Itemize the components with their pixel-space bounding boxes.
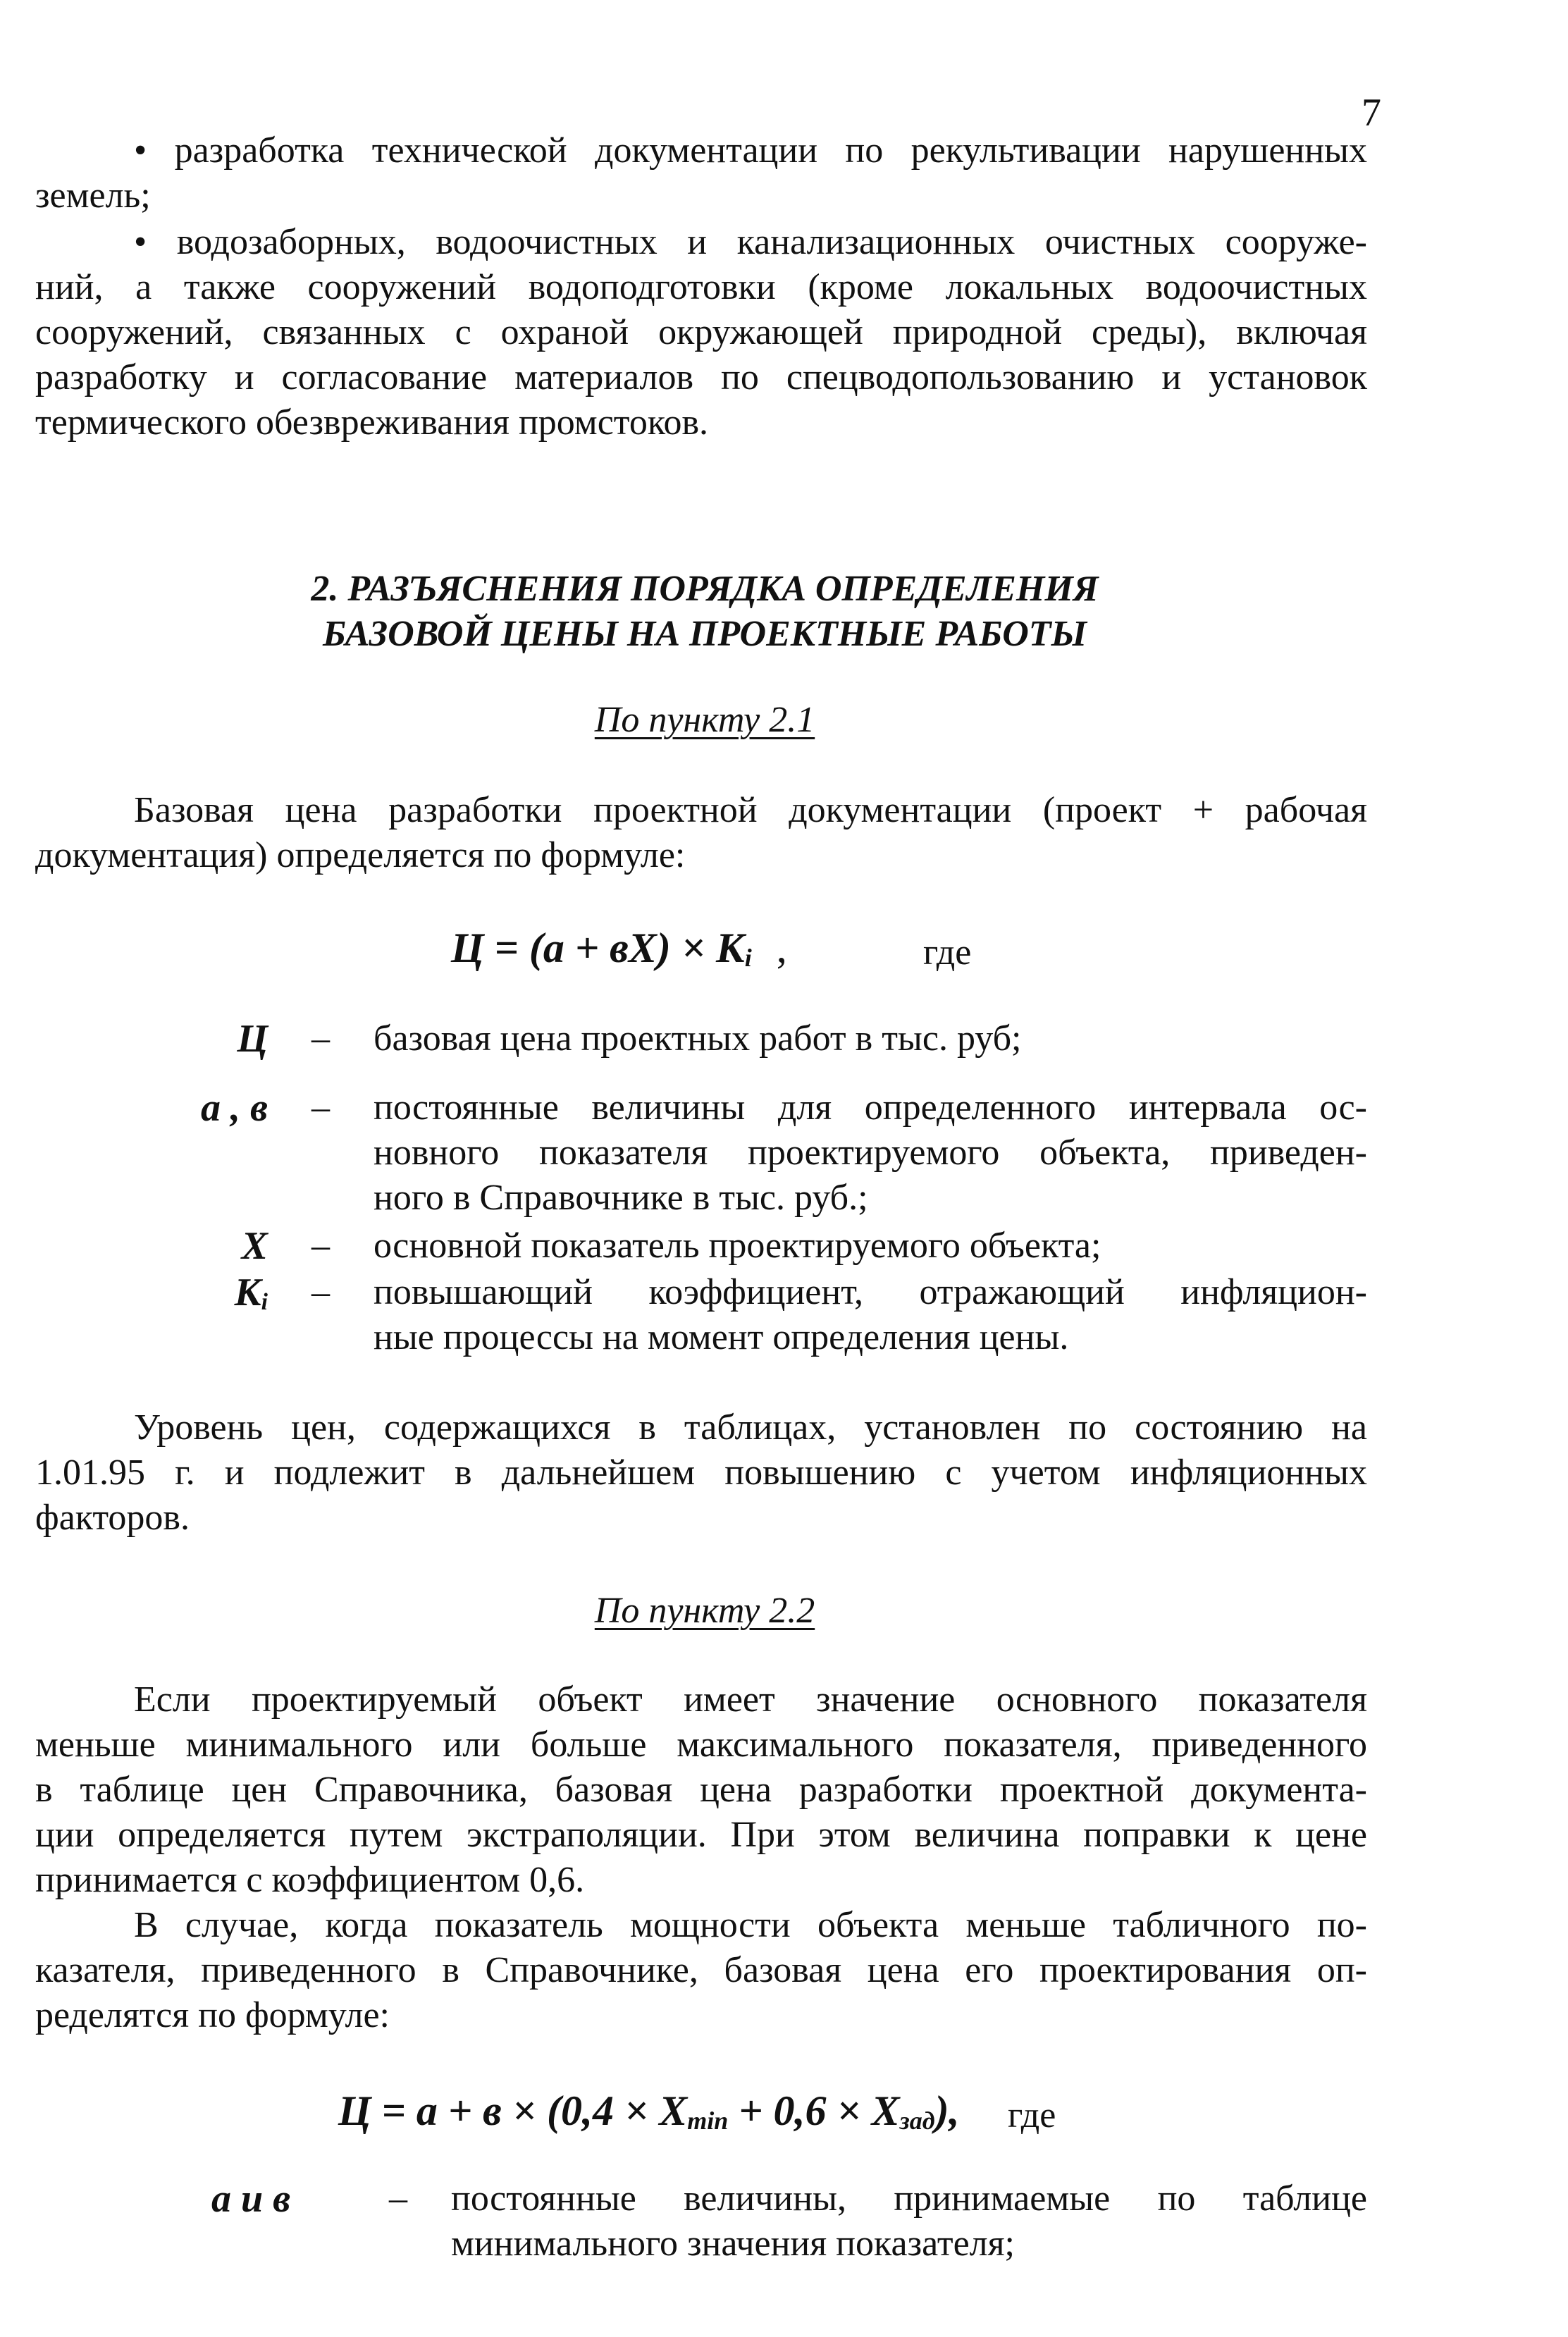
definition-text: базовая цена проектных работ в тыс. руб;: [374, 1018, 1022, 1059]
definition-text: минимального значения показателя;: [451, 2224, 1015, 2264]
formula-extrapolation: [338, 2086, 960, 2145]
para1-line-5: принимается с коэффициентом 0,6.: [35, 1860, 585, 1900]
formula-where: где: [1008, 2095, 1056, 2135]
bullet-item-2-line-1: • водозаборных, водоочистных и канализационных очистных сооруже-: [134, 222, 1367, 262]
para1-line-3: в таблице цен Справочника, базовая цена разработки проектной документа-: [35, 1770, 1367, 1810]
page-number: 7: [1362, 91, 1381, 135]
definition-dash: –: [311, 1272, 330, 1312]
bullet-item-2-line-5: термического обезвреживания промстоков.: [35, 402, 708, 443]
formula-part: + 0,6 × Х: [728, 2088, 900, 2134]
definition-symbol-indicator: Х: [241, 1224, 268, 1268]
definition-symbol-a-and-v: а и в: [211, 2177, 291, 2221]
formula-part: ),: [934, 2088, 960, 2134]
para2-line-3: ределятся по формуле:: [35, 1995, 390, 2035]
bullet-item-1-line-1: • разработка технической документации по рекультивации нарушенных: [134, 130, 1367, 171]
formula-subscript: i: [744, 944, 752, 972]
definition-dash: –: [311, 1226, 330, 1266]
formula-subscript-min: min: [687, 2107, 729, 2135]
note-line-3: факторов.: [35, 1498, 190, 1538]
para2-line-2: казателя, приведенного в Справочнике, базовая цена его проектирования оп-: [35, 1950, 1367, 1990]
symbol-letter: К: [234, 1271, 261, 1314]
bullet-item-2-line-2: ний, а также сооружений водоподготовки (кроме локальных водоочистных: [35, 267, 1367, 307]
definition-dash: –: [389, 2178, 407, 2219]
section-heading-line-1: 2. РАЗЪЯСНЕНИЯ ПОРЯДКА ОПРЕДЕЛЕНИЯ: [311, 569, 1099, 609]
formula-base-price: [451, 923, 787, 982]
definition-text: ного в Справочнике в тыс. руб.;: [374, 1178, 868, 1218]
para1-line-2: меньше минимального или больше максимального показателя, приведенного: [35, 1725, 1367, 1765]
definition-symbol-price: Ц: [237, 1017, 268, 1061]
definition-text: новного показателя проектируемого объекта, приведен-: [374, 1133, 1367, 1173]
subsection-title-2-2: По пункту 2.2: [594, 1591, 815, 1631]
note-line-2: 1.01.95 г. и подлежит в дальнейшем повышению с учетом инфляционных: [35, 1453, 1367, 1493]
bullet-item-2-line-4: разработку и согласование материалов по спецводопользованию и установок: [35, 357, 1367, 397]
bullet-item-2-line-3: сооружений, связанных с охраной окружающей природной среды), включая: [35, 312, 1367, 352]
definition-text: повышающий коэффициент, отражающий инфляцион-: [374, 1272, 1367, 1312]
formula-part: Ц = а + в × (0,4 × Х: [338, 2088, 688, 2134]
definition-text: постоянные величины, принимаемые по таблице: [451, 2178, 1367, 2219]
definition-dash: –: [311, 1018, 330, 1059]
definition-symbol-constants: а , в: [200, 1086, 268, 1130]
subsection-title-2-1: По пункту 2.1: [594, 700, 815, 740]
symbol-subscript: i: [261, 1289, 268, 1315]
intro-line-1: Базовая цена разработки проектной документации (проект + рабочая: [134, 790, 1367, 830]
formula-where: где: [923, 932, 972, 973]
intro-line-2: документация) определяется по формуле:: [35, 835, 686, 875]
definition-text: основной показатель проектируемого объекта;: [374, 1226, 1101, 1266]
definition-text: ные процессы на момент определения цены.: [374, 1317, 1069, 1357]
para1-line-1: Если проектируемый объект имеет значение основного показателя: [134, 1679, 1367, 1720]
formula-subscript-zad: зад: [899, 2107, 935, 2135]
formula-expression: Ц = (а + вХ) × К: [451, 925, 745, 971]
formula-comma: ,: [776, 925, 787, 971]
definition-dash: –: [311, 1087, 330, 1128]
definition-symbol-coefficient: [141, 1270, 268, 1325]
section-heading-line-2: БАЗОВОЙ ЦЕНЫ НА ПРОЕКТНЫЕ РАБОТЫ: [323, 614, 1087, 654]
bullet-item-1-line-2: земель;: [35, 175, 151, 216]
note-line-1: Уровень цен, содержащихся в таблицах, установлен по состоянию на: [134, 1407, 1367, 1448]
para1-line-4: ции определяется путем экстраполяции. При этом величина поправки к цене: [35, 1815, 1367, 1855]
definition-text: постоянные величины для определенного интервала ос-: [374, 1087, 1367, 1128]
para2-line-1: В случае, когда показатель мощности объекта меньше табличного по-: [134, 1905, 1367, 1945]
